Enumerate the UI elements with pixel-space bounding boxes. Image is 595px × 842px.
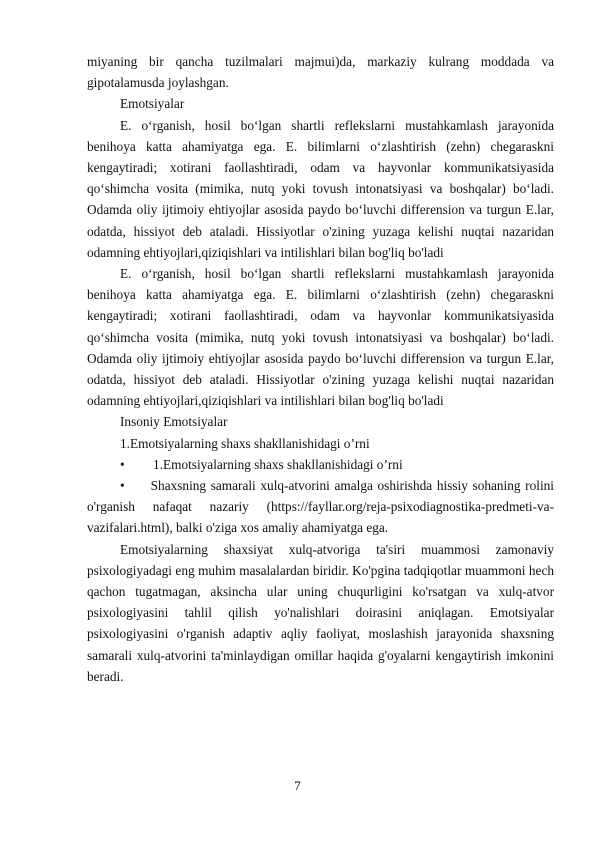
- paragraph-emotions-behavior: Emotsiyalarning shaxsiyat xulq-atvoriga ta'siri muammosi zamonaviy psixologiyadagi eng muhim masalalardan biridir. Ko'pgina tadqiqotlar muammoni hech qachon tugatmagan, aksincha ular uning chuqurligini ko'rsatgan va xulq-atvor psixologiyasini tahlil qilish yo'nalishlari doirasini aniqlagan. Emotsiyalar psixologiyasini o'rganish adaptiv aqliy faoliyat, moslashish jarayonida shaxsning samarali xulq-atvorini ta'minlaydigan omillar haqida g'oyalarni kengaytirish imkonini beradi.: [87, 541, 554, 684]
- paragraph-emotions-1: E. o‘rganish, hosil bo‘lgan shartli reflekslarni mustahkamlash jarayonida benihoya katta ahamiyatga ega. E. bilimlarni o‘zlashtirish (zehn) chegaraskni kengaytiradi; xotirani faollashtiradi, odam va hayvonlar kommunikatsiyasida qo‘shimcha vosita (mimika, nutq yoki tovush intonatsiyasi va boshqalar) bo‘ladi. Odamda oliy ijtimoiy ehtiyojlar asosida paydo bo‘luvchi differension va turgun E.lar, odatda, hissiyot deb ataladi. Hissiyotlar o'zining yuzaga kelishi nuqtai nazaridan odamning ehtiyojlari,qiziqishlari va intilishlari bilan bog'liq bo'ladi: [87, 117, 554, 260]
- list-item-text: Shaxsning samarali xulq-atvorini amalga oshirishda hissiy sohaning rolini o'rganish nafaqat nazariy (https://fayllar.org/reja-psixodiagnostika-predmeti-va-vazifalari.html), balki o'ziga xos amaliy ahamiyatga ega.: [87, 478, 554, 536]
- paragraph-emotions-2: E. o‘rganish, hosil bo‘lgan shartli reflekslarni mustahkamlash jarayonida benihoya katta ahamiyatga ega. E. bilimlarni o‘zlashtirish (zehn) chegaraskni kengaytiradi; xotirani faollashtiradi, odam va hayvonlar kommunikatsiyasida qo‘shimcha vosita (mimika, nutq yoki tovush intonatsiyasi va boshqalar) bo‘ladi. Odamda oliy ijtimoiy ehtiyojlar asosida paydo bo‘luvchi differension va turgun E.lar, odatda, hissiyot deb ataladi. Hissiyotlar o'zining yuzaga kelishi nuqtai nazaridan odamning ehtiyojlari,qiziqishlari va intilishlari bilan bog'liq bo'ladi: [87, 266, 554, 409]
- list-item: [87, 454, 554, 475]
- document-body: [87, 51, 554, 687]
- list-item: [87, 475, 554, 539]
- page-number: 7: [294, 778, 301, 793]
- subheading-role-of-emotions: 1.Emotsiyalarning shaxs shakllanishidagi o’rni: [120, 435, 370, 451]
- bullet-mark: •: [120, 478, 125, 494]
- list-item-text: 1.Emotsiyalarning shaxs shakllanishidagi o’rni: [153, 456, 403, 472]
- section-heading-insoniy-emotsiyalar: Insoniy Emotsiyalar: [120, 414, 228, 430]
- bullet-mark: •: [120, 456, 125, 472]
- section-heading-emotsiyalar: Emotsiyalar: [120, 96, 185, 112]
- paragraph-continuation: miyaning bir qancha tuzilmalari majmui)da, markaziy kulrang moddada va gipotalamusda joylashgan.: [87, 54, 554, 91]
